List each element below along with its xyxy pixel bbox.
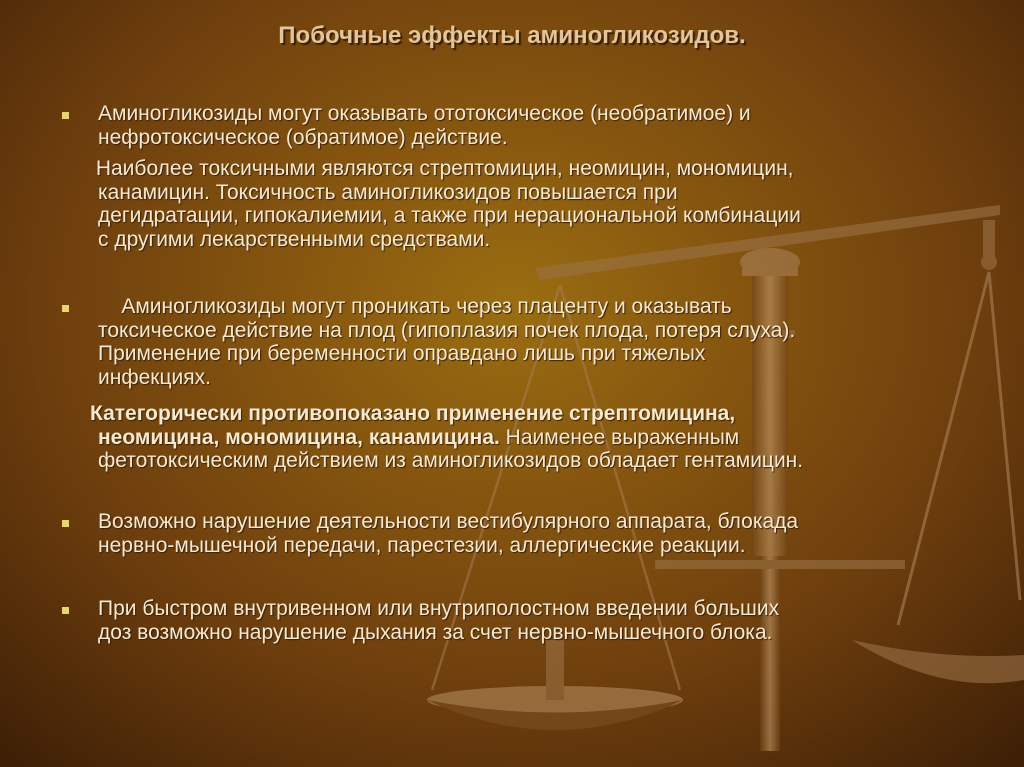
paragraph-5	[98, 510, 1018, 557]
bold-text: неомицина, мономицина, канамицина.	[98, 425, 500, 449]
bold-text: Категорически противопоказано применение стрептомицина,	[90, 402, 736, 425]
text-line: дегидратации, гипокалиемии, а также при нерациональной комбинации	[98, 204, 801, 227]
text-line: Аминогликозиды могут оказывать ототоксическое (необратимое) и	[98, 102, 751, 125]
text-line: токсическое действие на плод (гипоплазия почек плода, потеря слуха).	[98, 318, 796, 342]
text-line: Применение при беременности оправдано лишь при тяжелых	[98, 342, 706, 365]
text-line: нефротоксическое (обратимое) действие.	[98, 125, 508, 149]
paragraph-4	[90, 402, 1020, 473]
text-line: При быстром внутривенном или внутриполостном введении больших	[98, 597, 780, 620]
paragraph-2	[90, 157, 1020, 251]
text-line	[90, 426, 1020, 450]
bullet-marker	[62, 520, 69, 527]
normal-text: Наименее выраженным	[499, 425, 740, 449]
slide-title: Побочные эффекты аминогликозидов.	[278, 22, 746, 49]
text-line: с другими лекарственными средствами.	[98, 227, 491, 251]
paragraph-6	[98, 597, 1018, 644]
text-line: фетотоксическим действием из аминогликозидов обладает гентамицин.	[98, 449, 804, 472]
text-line: инфекциях.	[98, 365, 211, 389]
bullet-marker	[62, 607, 69, 614]
text-line: Возможно нарушение деятельности вестибулярного аппарата, блокада	[98, 510, 799, 533]
paragraph-1	[98, 102, 1018, 149]
text-line: Наиболее токсичными являются стрептомицин, неомицин, мономицин,	[90, 157, 794, 180]
text-line: Аминогликозиды могут проникать через плаценту и оказывать	[98, 295, 732, 318]
text-line: канамицин. Токсичность аминогликозидов повышается при	[98, 180, 678, 204]
text-line: нервно-мышечной передачи, парестезии, аллергические реакции.	[98, 533, 746, 557]
bullet-marker	[62, 112, 69, 119]
paragraph-3	[98, 295, 1018, 389]
text-line	[90, 402, 1020, 426]
bullet-marker	[62, 305, 69, 312]
text-line: доз возможно нарушение дыхания за счет нервно-мышечного блока.	[98, 620, 773, 644]
